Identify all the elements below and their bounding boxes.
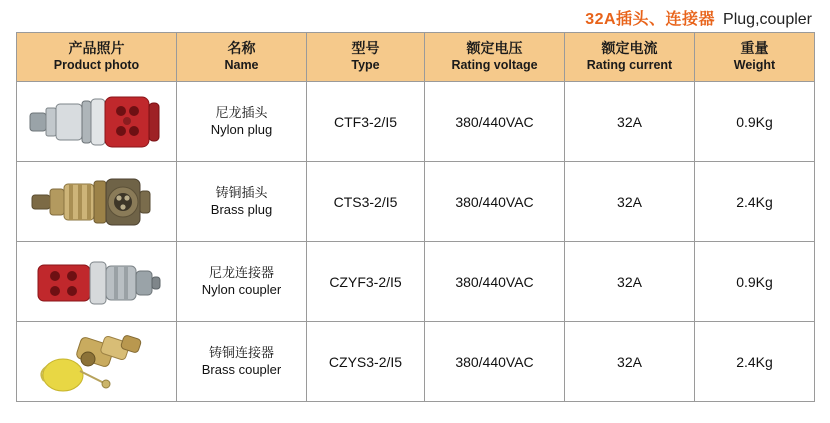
brass-coupler-photo xyxy=(17,322,177,402)
table-header xyxy=(17,33,815,82)
cell-weight: 0.9Kg xyxy=(695,82,815,162)
cell-weight: 2.4Kg xyxy=(695,322,815,402)
cell-voltage: 380/440VAC xyxy=(425,162,565,242)
brass-coupler-image xyxy=(19,327,174,397)
table-row xyxy=(17,82,815,162)
column-header-rating-current: 额定电流 Rating current xyxy=(565,33,695,82)
cell-name: 尼龙插头 Nylon plug xyxy=(177,82,307,162)
nylon-coupler-image xyxy=(19,247,174,317)
nylon-coupler-photo xyxy=(17,242,177,322)
cell-name: 尼龙连接器 Nylon coupler xyxy=(177,242,307,322)
brass-plug-photo xyxy=(17,162,177,242)
nylon-plug-image xyxy=(19,87,174,157)
cell-current: 32A xyxy=(565,242,695,322)
cell-type: CZYS3-2/I5 xyxy=(307,322,425,402)
column-header-type: 型号 Type xyxy=(307,33,425,82)
product-spec-table xyxy=(16,32,815,402)
cell-type: CTF3-2/I5 xyxy=(307,82,425,162)
page-title-cn: 32A插头、连接器 xyxy=(585,11,716,28)
cell-weight: 0.9Kg xyxy=(695,242,815,322)
page-title xyxy=(585,6,812,29)
table-row xyxy=(17,242,815,322)
column-header-product-photo: 产品照片 Product photo xyxy=(17,33,177,82)
cell-voltage: 380/440VAC xyxy=(425,82,565,162)
cell-name: 铸铜插头 Brass plug xyxy=(177,162,307,242)
cell-type: CTS3-2/I5 xyxy=(307,162,425,242)
page-title-en: Plug,coupler xyxy=(723,11,812,28)
cell-name: 铸铜连接器 Brass coupler xyxy=(177,322,307,402)
nylon-plug-photo xyxy=(17,82,177,162)
cell-current: 32A xyxy=(565,162,695,242)
column-header-weight: 重量 Weight xyxy=(695,33,815,82)
brass-plug-image xyxy=(19,167,174,237)
column-header-name: 名称 Name xyxy=(177,33,307,82)
cell-voltage: 380/440VAC xyxy=(425,242,565,322)
cell-weight: 2.4Kg xyxy=(695,162,815,242)
table-row xyxy=(17,322,815,402)
table-row xyxy=(17,162,815,242)
column-header-rating-voltage: 额定电压 Rating voltage xyxy=(425,33,565,82)
cell-current: 32A xyxy=(565,322,695,402)
cell-type: CZYF3-2/I5 xyxy=(307,242,425,322)
table-header-row xyxy=(17,33,815,82)
cell-current: 32A xyxy=(565,82,695,162)
table-body xyxy=(17,82,815,402)
cell-voltage: 380/440VAC xyxy=(425,322,565,402)
